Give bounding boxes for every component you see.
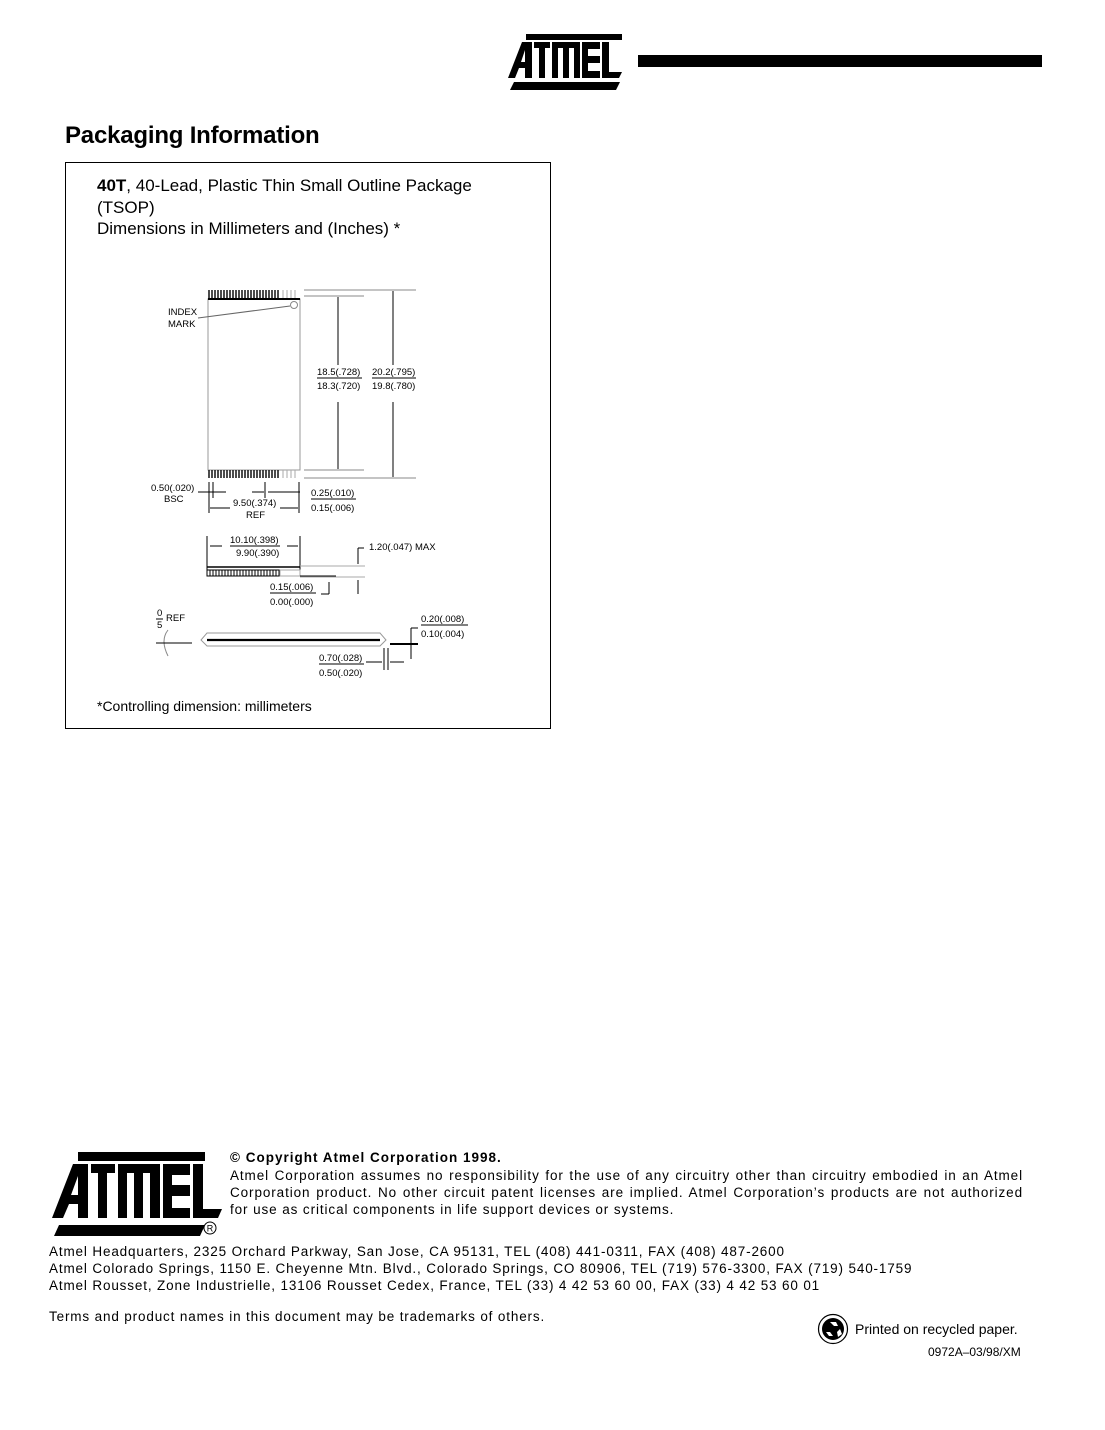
address-headquarters: Atmel Headquarters, 2325 Orchard Parkway, San Jose, CA 95131, TEL (408) 441-0311, FAX (408) 487-2600 (49, 1244, 785, 1259)
tsop-package-drawing (140, 280, 480, 690)
office-addresses (49, 1243, 912, 1294)
svg-text:0.10(.004): 0.10(.004) (421, 629, 465, 640)
controlling-dimension-note: *Controlling dimension: millimeters (97, 698, 312, 714)
svg-text:MARK: MARK (168, 319, 196, 330)
caption-title: , 40-Lead, Plastic Thin Small Outline Package (126, 176, 472, 195)
svg-text:20.2(.795): 20.2(.795) (372, 367, 416, 378)
bottom-leads (209, 470, 295, 478)
svg-text:5: 5 (157, 620, 163, 631)
trademark-note: Terms and product names in this document may be trademarks of others. (49, 1309, 546, 1324)
atmel-logo (508, 34, 622, 90)
svg-text:0: 0 (157, 608, 163, 619)
svg-text:0.70(.028): 0.70(.028) (319, 653, 363, 664)
caption-package-type: (TSOP) (97, 197, 155, 217)
svg-text:9.50(.374): 9.50(.374) (233, 498, 277, 509)
copyright-disclaimer: Atmel Corporation assumes no responsibility for the use of any circuitry other than circuitry embodied in an Atmel Corporation product. No other circuit patent licenses are implied. Atmel Corporation’s products are not authorized for use as critical components in life support devices or systems. (230, 1168, 1023, 1217)
svg-text:0.25(.010): 0.25(.010) (311, 488, 355, 499)
caption-units: Dimensions in Millimeters and (Inches) * (97, 219, 401, 238)
svg-text:0.50(.020): 0.50(.020) (319, 668, 363, 679)
recycled-paper-text: Printed on recycled paper. (855, 1321, 1018, 1337)
svg-text:19.8(.780): 19.8(.780) (372, 381, 416, 392)
top-leads (209, 290, 295, 298)
svg-text:0.20(.008): 0.20(.008) (421, 614, 465, 625)
svg-text:18.3(.720): 18.3(.720) (317, 381, 361, 392)
svg-text:INDEX: INDEX (168, 307, 198, 318)
svg-text:0.50(.020): 0.50(.020) (151, 483, 195, 494)
svg-text:9.90(.390): 9.90(.390) (236, 548, 280, 559)
atmel-logo-footer (52, 1152, 222, 1236)
svg-text:REF: REF (166, 613, 185, 624)
svg-text:0.00(.000): 0.00(.000) (270, 597, 314, 608)
svg-text:REF: REF (246, 510, 265, 521)
document-number: 0972A–03/98/XM (928, 1345, 1021, 1359)
recycle-icon (817, 1313, 849, 1345)
svg-text:0.15(.006): 0.15(.006) (270, 582, 314, 593)
svg-text:BSC: BSC (164, 494, 184, 505)
package-code: 40T (97, 176, 127, 195)
svg-text:R: R (206, 1223, 214, 1234)
svg-text:1.20(.047) MAX: 1.20(.047) MAX (369, 542, 436, 553)
address-colorado-springs: Atmel Colorado Springs, 1150 E. Cheyenne Mtn. Blvd., Colorado Springs, CO 80906, TEL (719) 576-3300, FAX (719) 540-1759 (49, 1261, 913, 1276)
svg-text:18.5(.728): 18.5(.728) (317, 367, 361, 378)
header-rule (638, 55, 1042, 67)
figure-caption (97, 175, 537, 240)
copyright-title: © Copyright Atmel Corporation 1998. (230, 1150, 502, 1165)
svg-text:10.10(.398): 10.10(.398) (230, 535, 279, 546)
address-rousset: Atmel Rousset, Zone Industrielle, 13106 Rousset Cedex, France, TEL (33) 4 42 53 60 00, FAX (33) 4 42 53 60 01 (49, 1278, 821, 1293)
recycled-paper-note (817, 1313, 1018, 1345)
page-title: Packaging Information (65, 122, 320, 149)
svg-text:0.15(.006): 0.15(.006) (311, 503, 355, 514)
